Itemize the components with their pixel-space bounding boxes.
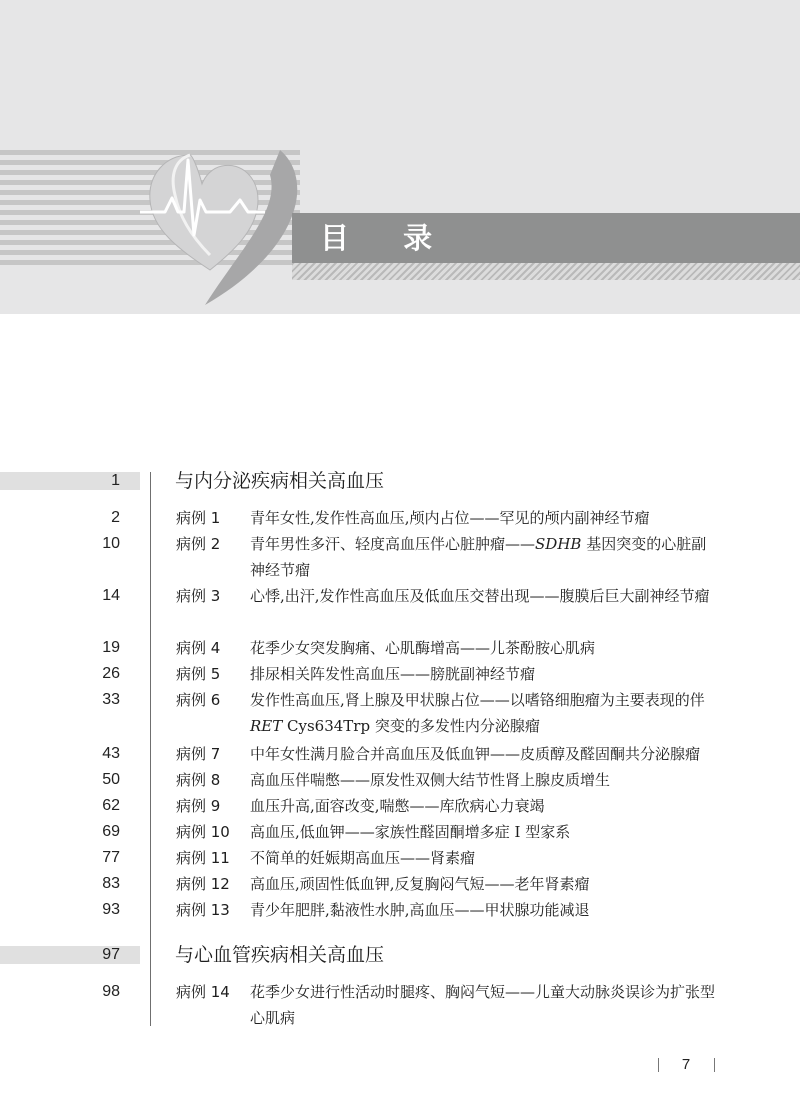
case-title[interactable]: 中年女性满月脸合并高血压及低血钾——皮质醇及醛固酮共分泌腺瘤 [250,745,701,763]
toc-divider [150,472,151,1026]
case-title[interactable]: 花季少女进行性活动时腿疼、胸闷气短——儿童大动脉炎误诊为扩张型心肌病 [250,983,716,1027]
page-footer [650,1054,730,1076]
case-page-number[interactable]: 10 [102,535,120,552]
case-title-text: 基因突变的心脏副神经节瘤 [250,535,707,579]
case-page-number[interactable]: 83 [102,875,120,892]
case-title-text: 发作性高血压,肾上腺及甲状腺占位——以嗜铬细胞瘤为主要表现的伴 [250,691,705,709]
case-title-text: 青年男性多汗、轻度高血压伴心脏肿瘤—— [250,535,536,553]
section-page-number[interactable]: 97 [102,946,120,963]
case-label[interactable]: 病例 3 [176,587,221,605]
case-page-number[interactable]: 62 [102,797,120,814]
case-title[interactable]: 高血压伴喘憋——原发性双侧大结节性肾上腺皮质增生 [250,771,611,789]
case-label[interactable]: 病例 8 [176,771,221,789]
case-page-number[interactable]: 93 [102,901,120,918]
footer-divider [714,1058,715,1072]
case-title[interactable]: 不简单的妊娠期高血压——肾素瘤 [250,849,476,867]
section-title[interactable]: 与心血管疾病相关高血压 [175,944,385,966]
case-title[interactable]: 心悸,出汗,发作性高血压及低血压交替出现——腹膜后巨大副神经节瘤 [250,587,710,605]
case-label[interactable]: 病例 5 [176,665,221,683]
case-label[interactable]: 病例 7 [176,745,221,763]
case-label[interactable]: 病例 4 [176,639,221,657]
case-title[interactable]: 血压升高,面容改变,喘憋——库欣病心力衰竭 [250,797,545,815]
case-label[interactable]: 病例 11 [176,849,230,867]
case-label[interactable]: 病例 6 [176,691,221,709]
title-hatch-strip [292,263,800,280]
page-title: 目 录 [320,221,455,255]
case-label[interactable]: 病例 14 [176,983,230,1001]
case-label[interactable]: 病例 13 [176,901,230,919]
gene-name: SDHB [535,535,582,553]
case-page-number[interactable]: 77 [102,849,120,866]
case-title-text: Cys634Trp 突变的多发性内分泌腺瘤 [282,717,540,735]
case-label[interactable]: 病例 12 [176,875,230,893]
case-title[interactable]: 排尿相关阵发性高血压——膀胱副神经节瘤 [250,665,536,683]
case-page-number[interactable]: 50 [102,771,120,788]
case-label[interactable]: 病例 10 [176,823,230,841]
case-page-number[interactable]: 43 [102,745,120,762]
case-title[interactable]: 青年女性,发作性高血压,颅内占位——罕见的颅内副神经节瘤 [250,509,650,527]
case-title[interactable]: 高血压,低血钾——家族性醛固酮增多症 I 型家系 [250,823,571,841]
case-page-number[interactable]: 26 [102,665,120,682]
case-page-number[interactable]: 33 [102,691,120,708]
case-page-number[interactable]: 2 [111,509,120,526]
case-title[interactable] [250,687,720,739]
page-number: 7 [681,1056,691,1073]
case-page-number[interactable]: 19 [102,639,120,656]
case-page-number[interactable]: 69 [102,823,120,840]
case-page-number[interactable]: 14 [102,587,120,604]
section-page-number[interactable]: 1 [111,472,120,489]
gene-name: RET [250,717,283,735]
case-title[interactable]: 花季少女突发胸痛、心肌酶增高——儿茶酚胺心肌病 [250,639,596,657]
heart-ecg-icon [130,140,310,310]
case-title[interactable]: 青少年肥胖,黏液性水肿,高血压——甲状腺功能减退 [250,901,590,919]
case-page-number[interactable]: 98 [102,983,120,1000]
case-label[interactable]: 病例 9 [176,797,221,815]
case-title[interactable]: 高血压,顽固性低血钾,反复胸闷气短——老年肾素瘤 [250,875,590,893]
section-title[interactable]: 与内分泌疾病相关高血压 [175,470,385,492]
case-label[interactable]: 病例 1 [176,509,221,527]
case-title[interactable] [250,531,720,583]
case-label[interactable]: 病例 2 [176,535,221,553]
